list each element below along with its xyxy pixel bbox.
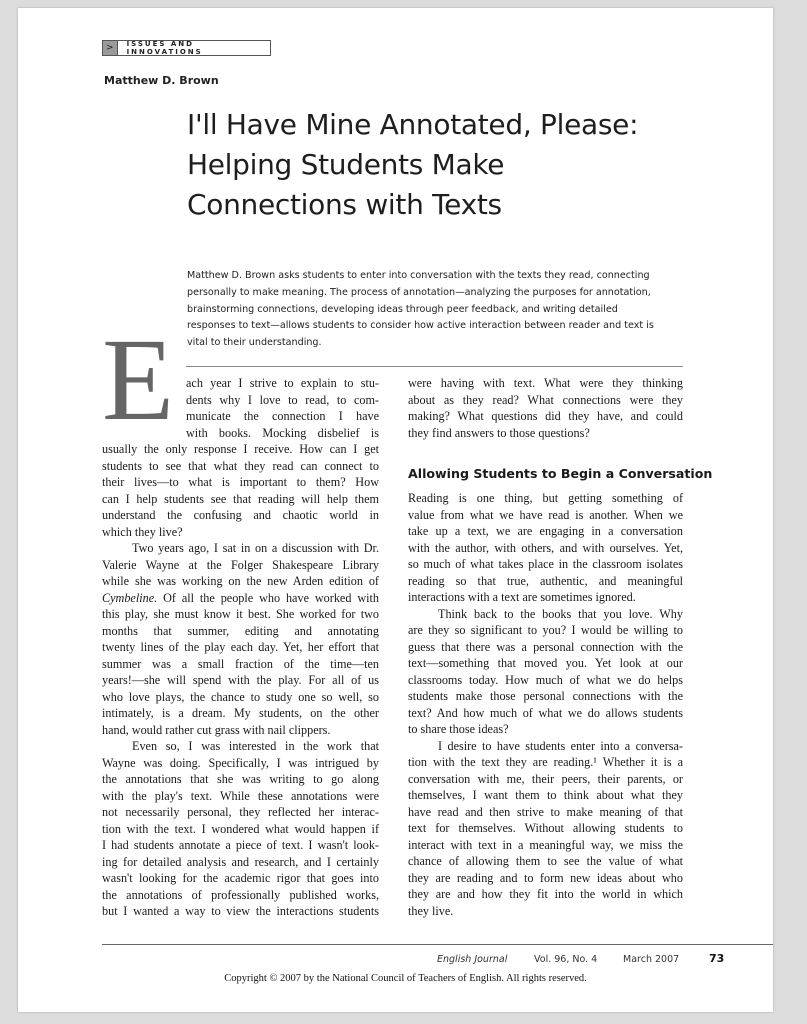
text-line: chance of allowing them to see the value of what (408, 854, 683, 868)
text-line: guess that there was a personal connection with the (408, 639, 683, 654)
text-line: tion with the text. I wondered what would happen if (102, 821, 379, 836)
text-line (102, 590, 379, 607)
text-line: with books. Mocking disbelief is (186, 425, 379, 440)
abstract-line: brainstorming connections, developing ideas through peer feedback, and writing detailed (187, 303, 618, 315)
abstract-line: personally to make meaning. The process of annotation—analyzing the purposes for annotation, (187, 286, 651, 298)
journal-name: English Journal (437, 954, 508, 965)
paragraph (102, 540, 379, 738)
text-line: usually the only response I receive. How can I get (102, 442, 379, 456)
text-line: the annotations that she was writing to go along (102, 772, 379, 786)
body-column-right (408, 375, 713, 919)
article-page (18, 8, 773, 1012)
paragraph (408, 738, 683, 920)
text-line: reading so that true, authentic, and meaningful (408, 573, 683, 588)
article-title (187, 105, 638, 225)
text-line: to share those ideas? (408, 722, 509, 736)
text-line: students make those personal connections with the (408, 689, 683, 703)
text-line: summer was a small fraction of the time—ten (102, 656, 379, 671)
paragraph (102, 375, 379, 540)
text-line: Two years ago, I sat in on a discussion with Dr. (132, 541, 379, 555)
issue-volume: Vol. 96, No. 4 (534, 954, 598, 965)
body-column-left (102, 375, 379, 920)
text-line: classrooms today. How much of what we do helps (408, 672, 683, 687)
text-line: months that summer, editing and annotating (102, 623, 379, 638)
paragraph (408, 606, 683, 738)
text-line: who love plays, the chance to study one so well, so (102, 689, 379, 704)
text-line: dents why I love to read, to com- (186, 392, 379, 407)
text-line: they are reading and to form new ideas about who (408, 870, 683, 885)
text-line: text—something that moved you. Yet look at our (408, 656, 683, 670)
text-line: this play, she must know it best. She worked for two (102, 607, 379, 621)
footer-divider (102, 944, 773, 945)
title-line: Connections with Texts (187, 188, 502, 221)
text-line: are they so significant to you? I would be willing to (408, 623, 683, 637)
text-line: were having with text. What were they thinking (408, 376, 683, 390)
abstract (187, 268, 663, 352)
text-line: but I wanted a way to view the interactions students (102, 904, 379, 918)
text-line: understand the confusing and chaotic world in (102, 508, 379, 522)
text-line: ing for detailed analysis and research, and I certainly (102, 854, 379, 869)
title-line: Helping Students Make (187, 148, 505, 181)
text-line: intimately, is a dream. My students, on the other (102, 706, 379, 720)
text-line: they find answers to those questions? (408, 425, 590, 440)
text-line: hand, would rather cut grass with nail clippers. (102, 722, 331, 737)
copyright-notice: Copyright © 2007 by the National Council of Teachers of English. All rights reserved. (224, 973, 587, 984)
abstract-line: responses to text—allows students to consider how active interaction between reader and text is (187, 320, 654, 332)
section-label: ISSUES AND INNOVATIONS (126, 40, 203, 56)
title-line: I'll Have Mine Annotated, Please: (187, 108, 639, 141)
section-tag (102, 40, 271, 56)
text-line: I had students annotate a piece of text. I wasn't look- (102, 838, 379, 852)
text-line: can I help students see that reading will help them (102, 491, 379, 506)
text-line: not necessarily personal, they reflected her interac- (102, 805, 379, 819)
author-name: Matthew D. Brown (104, 74, 219, 87)
text-line: I desire to have students enter into a conversa- (438, 738, 683, 753)
text-line: ach year I strive to explain to stu- (186, 376, 379, 390)
issue-date: March 2007 (623, 954, 680, 965)
text-line: which they live? (102, 524, 183, 539)
text-line: themselves, I want them to think about what they (408, 788, 683, 802)
section-heading: Allowing Students to Begin a Conversation (408, 466, 713, 481)
text-line: value from what we have read is another. When we (408, 507, 683, 522)
italic-title: Cymbeline. (102, 590, 158, 605)
text-line: twenty lines of the play each day. Yet, her effort that (102, 640, 379, 654)
text-line: Think back to the books that you love. Why (438, 606, 683, 621)
text-line: years!—she will spend with the play. For all of us (102, 673, 379, 687)
text-line: they live. (408, 903, 454, 918)
text-line: Reading is one thing, but getting something of (408, 491, 683, 505)
text-line: interact with text in a meaningful way, we miss the (408, 837, 683, 852)
abstract-line: vital to their understanding. (187, 337, 322, 349)
text-line: municate the connection I have (186, 409, 379, 423)
chevron-right-icon: > (103, 41, 118, 55)
paragraph (408, 375, 683, 441)
paragraph (408, 490, 683, 606)
text-line: conversation with me, their peers, their parents, or (408, 771, 683, 786)
text-line: Even so, I was interested in the work that (132, 739, 379, 753)
text-line: have read and then strive to make meaning of that (408, 804, 683, 819)
page-number: 73 (709, 952, 725, 965)
text-line: take up a text, we are engaging in a conversation (408, 524, 683, 538)
abstract-line: Matthew D. Brown asks students to enter into conversation with the texts they read, connecting (187, 270, 650, 281)
text-line: the annotations of professionally published works, (102, 887, 379, 902)
text-line: making? What questions did they have, and could (408, 409, 683, 423)
text-line: about as they read? What connections were they (408, 392, 683, 407)
text-line: text? And how much of what we do allows students (408, 705, 683, 720)
text-line: Valerie Wayne at the Folger Shakespeare Library (102, 557, 379, 572)
drop-cap: E (102, 314, 175, 445)
text-line: they are and how they fit into the world in which (408, 887, 683, 901)
text-line: Wayne was doing. Specifically, I was intrigued by (102, 755, 379, 770)
text-line: their lives—to what is important to them? How (102, 475, 379, 489)
text-line: interactions with a text are sometimes ignored. (408, 590, 636, 604)
text-line: text for themselves. Without allowing students to (408, 821, 683, 835)
text-line: students to see that what they read can connect to (102, 458, 379, 473)
paragraph (102, 738, 379, 920)
text-line: with the author, with others, and with ourselves. Yet, (408, 540, 683, 555)
text-span: Of all the people who have worked with (157, 590, 379, 605)
text-line: with the play's text. While these annotations were (102, 788, 379, 803)
text-line: so much of what takes place in the classroom isolates (408, 557, 683, 571)
text-line: tion with the text they are reading.¹ Whether it is a (408, 755, 683, 769)
text-line: while she was working on the new Arden edition of (102, 574, 379, 588)
abstract-divider (186, 366, 683, 367)
text-line: wasn't looking for the academic rigor that goes into (102, 871, 379, 885)
